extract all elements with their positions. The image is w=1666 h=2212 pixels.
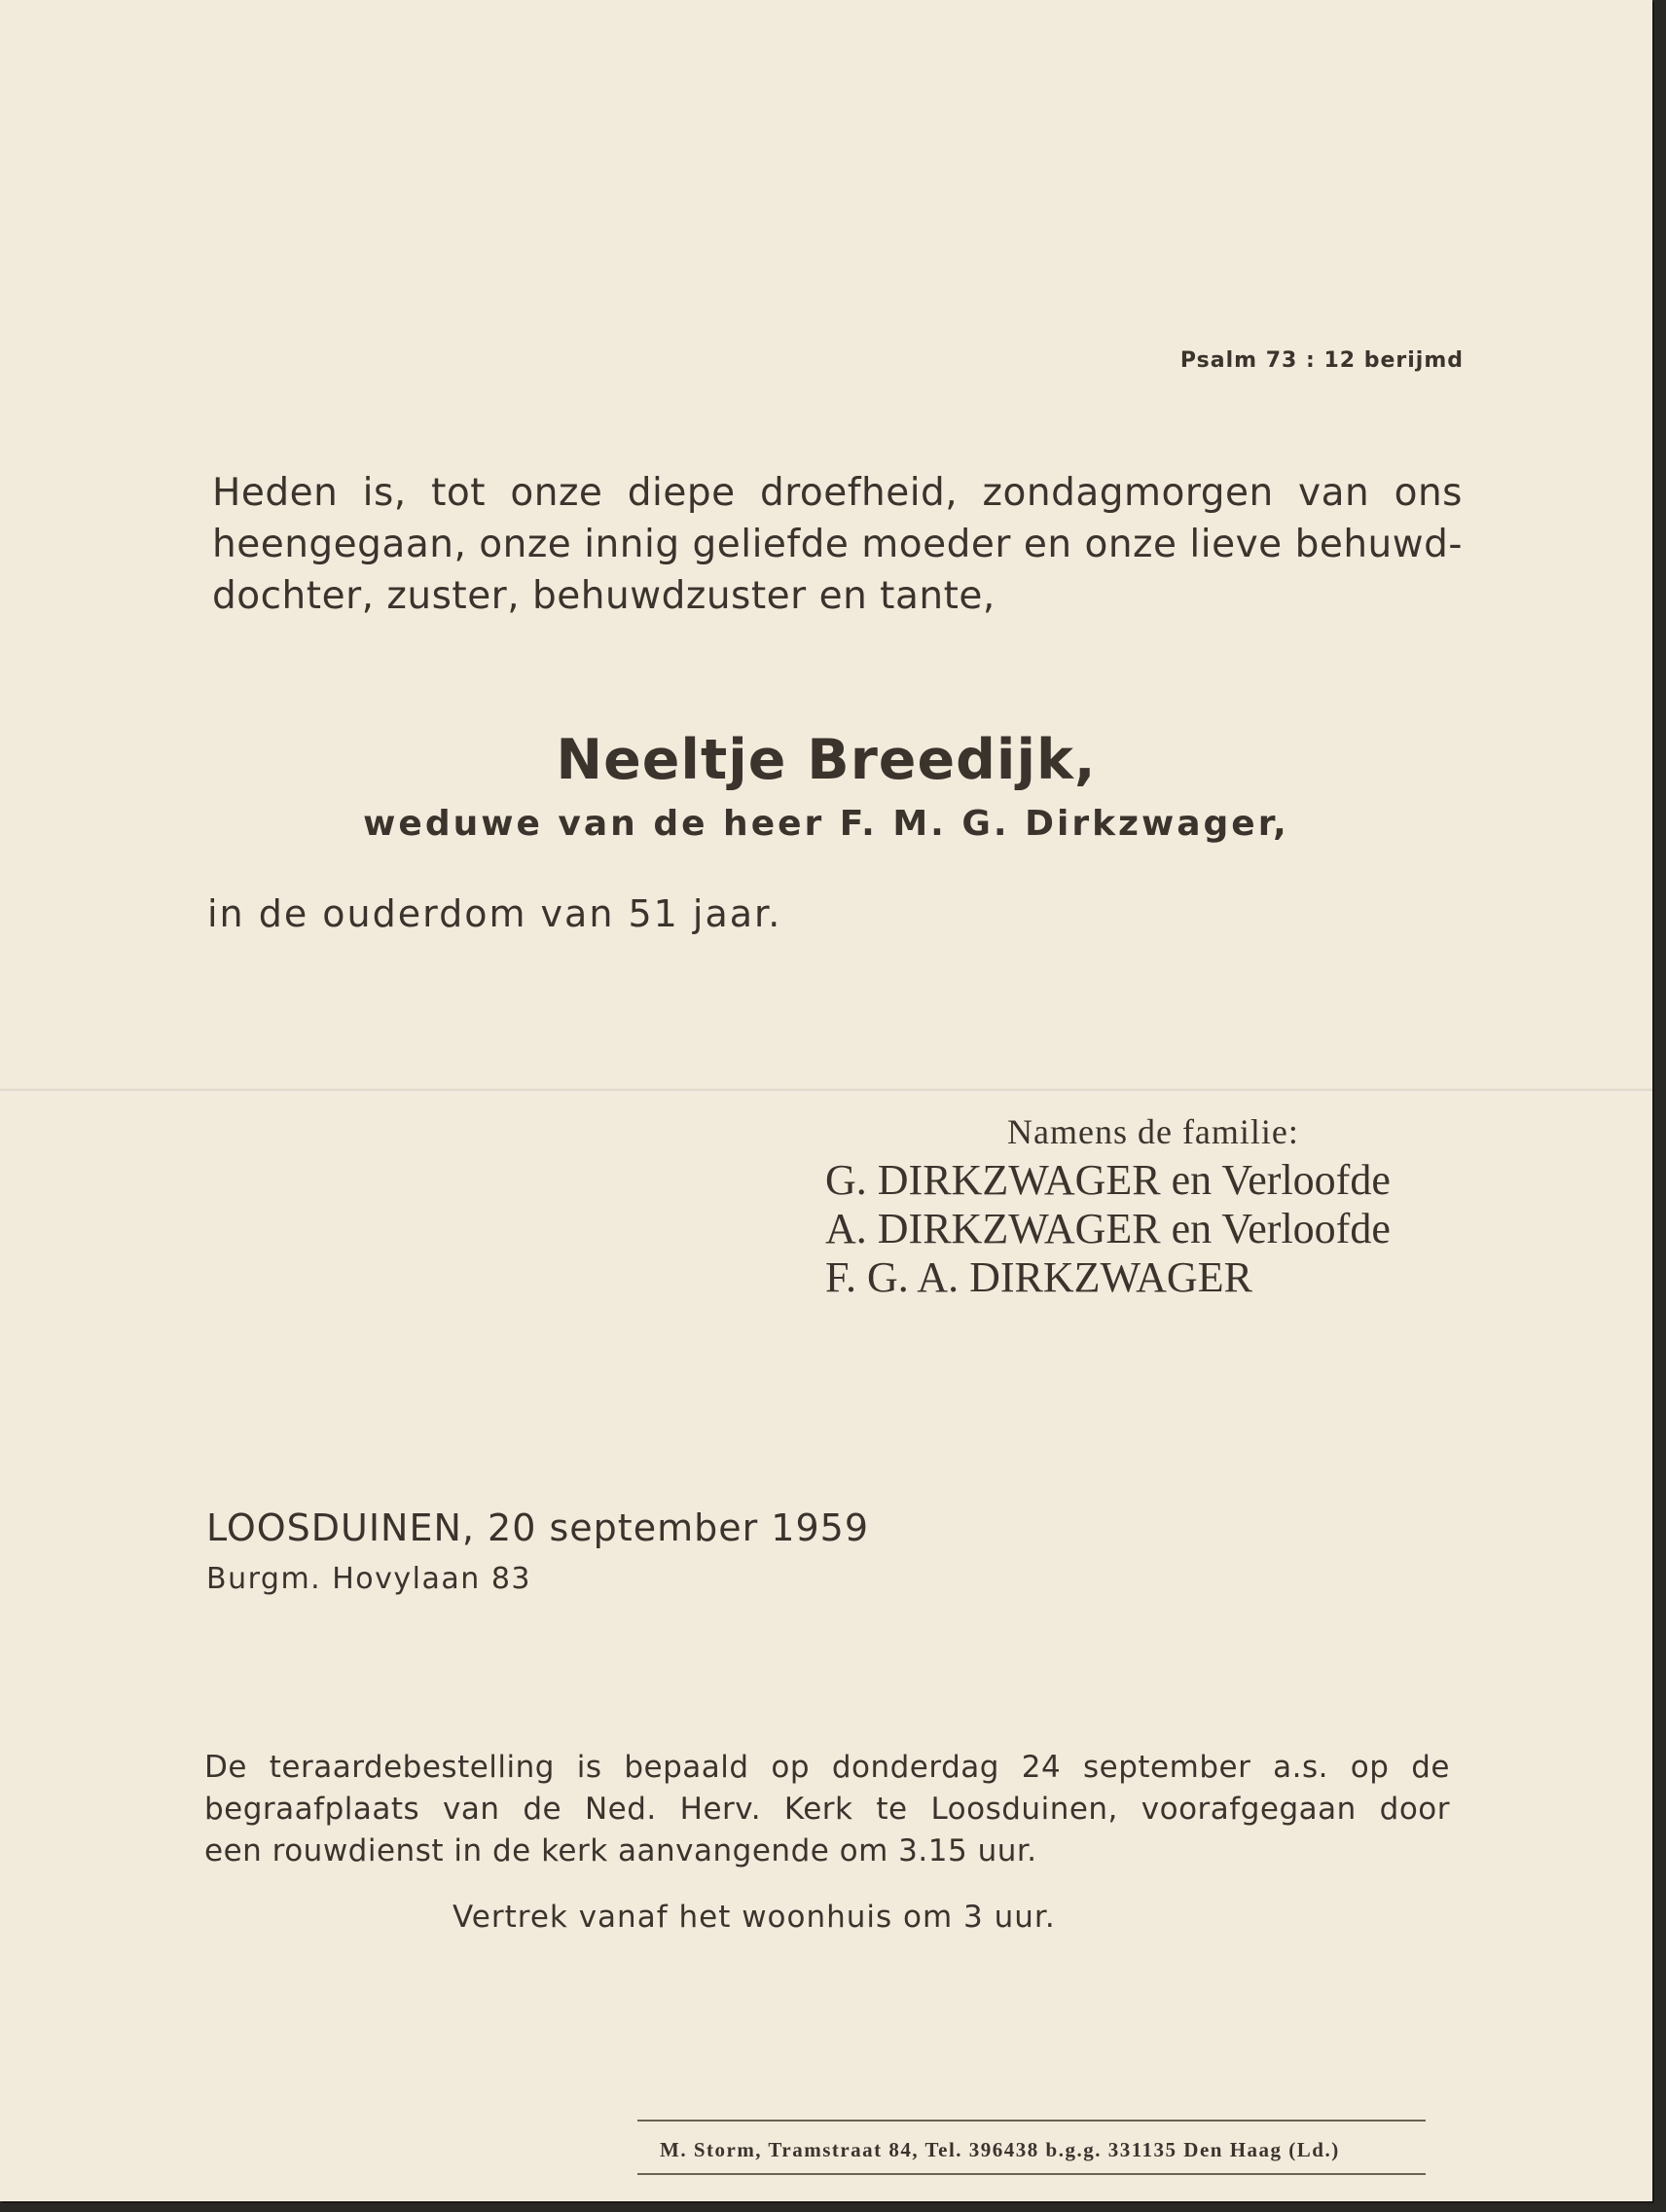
family-label: Namens de familie: <box>1007 1112 1299 1151</box>
family-member: A. DIRKZWAGER en Verloofde <box>825 1205 1391 1252</box>
announcement-line: dochter, zuster, behuwdzuster en tante, <box>212 574 996 618</box>
widow-of: weduwe van de heer F. M. G. Dirkzwager, <box>363 804 1289 844</box>
address: Burgm. Hovylaan 83 <box>206 1562 531 1596</box>
imprint-bottom-rule <box>637 2173 1426 2175</box>
funeral-paragraph <box>204 1747 1450 1872</box>
printer-imprint: M. Storm, Tramstraat 84, Tel. 396438 b.g.g. 331135 Den Haag (Ld.) <box>660 2138 1340 2161</box>
funeral-line: een rouwdienst in de kerk aanvangende om 3.15 uur. <box>204 1833 1037 1868</box>
place-date: LOOSDUINEN, 20 september 1959 <box>206 1506 869 1549</box>
epigraph: Psalm 73 : 12 berijmd <box>1179 348 1464 373</box>
age-line: in de ouderdom van 51 jaar. <box>207 892 782 935</box>
deceased-name: Neeltje Breedijk, <box>556 728 1097 792</box>
family-signatories <box>825 1107 1391 1302</box>
announcement-line: heengegaan, onze innig geliefde moeder en onze lieve behuwd- <box>212 523 1463 566</box>
family-member: G. DIRKZWAGER en Verloofde <box>825 1156 1391 1204</box>
imprint-top-rule <box>637 2120 1426 2121</box>
departure-note: Vertrek vanaf het woonhuis om 3 uur. <box>453 1900 1056 1935</box>
announcement-paragraph <box>212 467 1463 622</box>
funeral-line: begraafplaats van de Ned. Herv. Kerk te Loosduinen, voorafgegaan door <box>204 1792 1450 1827</box>
funeral-line: De teraardebestelling is bepaald op donderdag 24 september a.s. op de <box>204 1750 1450 1785</box>
family-member: F. G. A. DIRKZWAGER <box>825 1253 1252 1301</box>
paper-fold-line <box>0 1088 1652 1094</box>
announcement-line: Heden is, tot onze diepe droefheid, zondagmorgen van ons <box>212 471 1463 515</box>
